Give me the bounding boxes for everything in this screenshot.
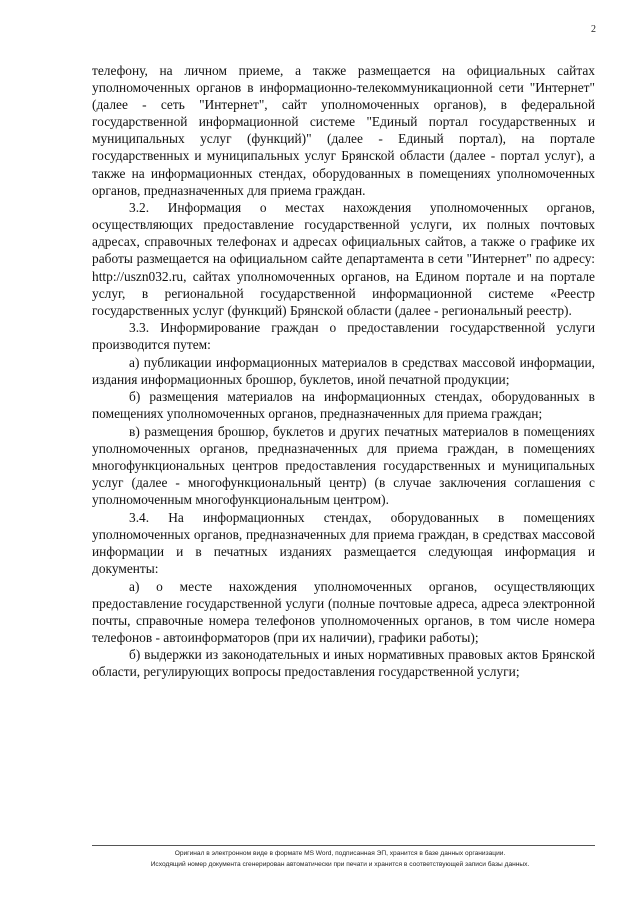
paragraph-3-3-a: а) публикации информационных материалов в средствах массовой информации, издания информационных брошюр, буклетов, иной печатной продукции; [92, 354, 595, 387]
footer-note [60, 848, 620, 870]
page-number: 2 [591, 24, 596, 35]
paragraph-3-4: 3.4. На информационных стендах, оборудованных в помещениях уполномоченных органов, предназначенных для приема граждан, в средствах массовой информации и в печатных изданиях размещается следующая информация и документы: [92, 509, 595, 577]
paragraph-3-2: 3.2. Информация о местах нахождения уполномоченных органов, осуществляющих предоставление государственной услуги, их полных почтовых адресах, справочных телефонах и адресах официальных сайтов, а также о графике их работы размещается на официальном сайте департамента в сети "Интернет" по адресу: http://uszn032.ru, сайтах уполномоченных органов, на Едином портале и на портале услуг, в региональной государственной информационной системе «Реестр государственных услуг (функций) Брянской области (далее - региональный реестр). [92, 200, 595, 318]
document-body [92, 62, 595, 681]
paragraph-3-3-v: в) размещения брошюр, буклетов и других печатных материалов в помещениях уполномоченных органов, предназначенных для приема граждан, в помещениях многофункциональных центров предоставления государственных и муниципальных услуг (далее - многофункциональный центр) (в случае заключения соглашения с уполномоченным многофункциональным центром). [92, 423, 595, 508]
footer-divider [92, 845, 595, 846]
footer-line-original: Оригинал в электронном виде в формате MS Word, подписанная ЭП, хранится в базе данных организации. [174, 850, 506, 857]
footer-line-number: Исходящий номер документа сгенерирован автоматически при печати и хранится в соответствующей записи базы данных. [150, 861, 530, 868]
paragraph-3-4-b: б) выдержки из законодательных и иных нормативных правовых актов Брянской области, регулирующих вопросы предоставления государственной услуги; [92, 647, 595, 680]
paragraph-continuation: телефону, на личном приеме, а также размещается на официальных сайтах уполномоченных органов в информационно-телекоммуникационной сети "Интернет" (далее - сеть "Интернет", сайт уполномоченных органов), в федеральной государственной информационной системе "Единый портал государственных и муниципальных услуг (функций)" (далее - Единый портал), на портале государственных и муниципальных услуг Брянской области (далее - портал услуг), а также на информационных стендах, оборудованных в помещениях уполномоченных органов, предназначенных для приема граждан. [92, 63, 595, 198]
paragraph-3-3-b: б) размещения материалов на информационных стендах, оборудованных в помещениях уполномоченных органов, предназначенных для приема граждан; [92, 389, 595, 422]
paragraph-3-4-a: а) о месте нахождения уполномоченных органов, осуществляющих предоставление государственной услуги (полные почтовые адреса, адреса электронной почты, справочные номера телефонов уполномоченных органов, в том числе номера телефонов - автоинформаторов (при их наличии), графики работы); [92, 578, 595, 645]
paragraph-3-3: 3.3. Информирование граждан о предоставлении государственной услуги производится путем: [92, 320, 595, 353]
